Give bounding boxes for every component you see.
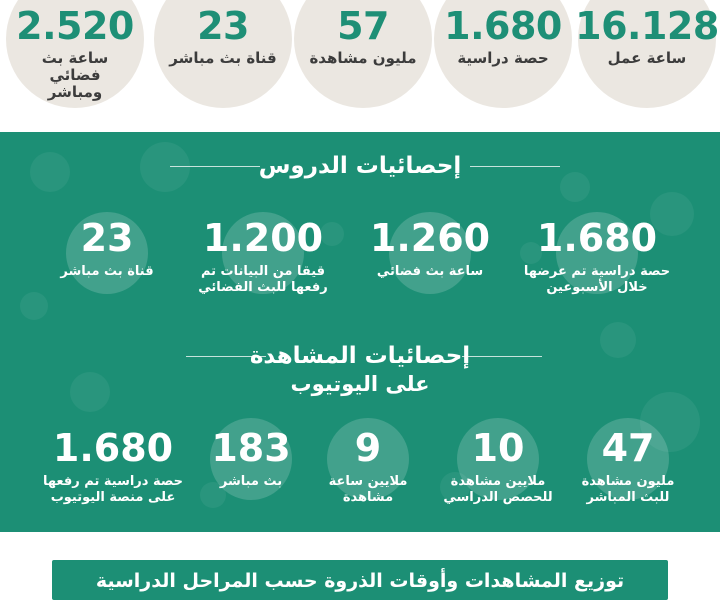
stat-label [377, 264, 483, 280]
stat-label-line: خلال الأسبوعين [546, 280, 648, 295]
stat-label-line: للبث المباشر [586, 490, 670, 505]
stat-value: 183 [211, 426, 291, 470]
youtube-stat [553, 426, 703, 506]
stat-value: 57 [337, 4, 389, 48]
youtube-stat [176, 426, 326, 490]
lesson-stat [522, 216, 672, 296]
stat-value: 23 [197, 4, 249, 48]
stat-label [329, 474, 408, 506]
stat-value: 1.200 [202, 216, 324, 260]
stat-label-line: قيقا من البيانات تم [200, 264, 326, 279]
stat-value: 16.128 [575, 4, 719, 48]
stat-lessons [434, 0, 572, 108]
stat-label-line: على منصة اليوتيوب [50, 490, 176, 505]
youtube-stat [423, 426, 573, 506]
top-stats [0, 0, 720, 120]
stat-value: 2.520 [16, 4, 134, 48]
stat-label-line: ملايين ساعة [328, 474, 408, 489]
distribution-banner: توزيع المشاهدات وأوقات الذروة حسب المراحل الدراسية [52, 560, 668, 600]
stat-value: 47 [601, 426, 655, 470]
stat-label: حصة دراسية [457, 49, 549, 67]
stat-label-line: بث مباشر [219, 474, 283, 489]
stat-value: 9 [354, 426, 382, 470]
youtube-stat [38, 426, 188, 506]
stat-label [60, 264, 153, 280]
stat-work-hours [575, 0, 719, 108]
stat-label: مليون مشاهدة [309, 49, 417, 67]
stat-value: 1.680 [444, 4, 562, 48]
lessons-title: إحصائيات الدروس [258, 153, 462, 179]
youtube-title-line2: على اليوتيوب [290, 372, 430, 396]
stat-label [582, 474, 675, 506]
stat-label-line: للحصص الدراسي [443, 490, 553, 505]
stat-label-line: ساعة بث فضائي [376, 264, 484, 279]
stat-label-line: ملايين مشاهدة [450, 474, 546, 489]
stat-value: 10 [471, 426, 525, 470]
stat-label-line: قناة بث مباشر [60, 264, 154, 279]
stat-value: 23 [80, 216, 134, 260]
lesson-stat [355, 216, 505, 280]
stat-label [524, 264, 670, 296]
stat-label [443, 474, 552, 506]
stat-label-line: ساعة بث فضائي [41, 49, 109, 84]
stat-label-line: رفعها للبث الفضائي [198, 280, 328, 295]
stat-value: 1.680 [536, 216, 658, 260]
statistics-panel [0, 132, 720, 532]
stat-value: 1.260 [369, 216, 491, 260]
stat-label: ساعة عمل [607, 49, 687, 67]
stat-label-line: مليون مشاهدة [581, 474, 675, 489]
stat-views [294, 0, 432, 108]
stat-label-line: ومباشر [47, 83, 103, 101]
lesson-stat [32, 216, 182, 280]
youtube-title-line1: إحصائيات المشاهدة [249, 343, 471, 369]
stat-label-line: حصة دراسية تم رفعها [42, 474, 184, 489]
stat-label-line: حصة دراسية تم عرضها [523, 264, 671, 279]
stat-live-channels [154, 0, 292, 108]
stat-label: قناة بث مباشر [169, 49, 277, 67]
stat-label [198, 264, 328, 296]
stat-broadcast-hours [6, 0, 144, 108]
lesson-stat [188, 216, 338, 296]
stat-label [43, 474, 183, 506]
stat-label [15, 50, 135, 101]
stat-value: 1.680 [52, 426, 174, 470]
stat-label [220, 474, 282, 490]
stat-label-line: مشاهدة [342, 490, 394, 505]
